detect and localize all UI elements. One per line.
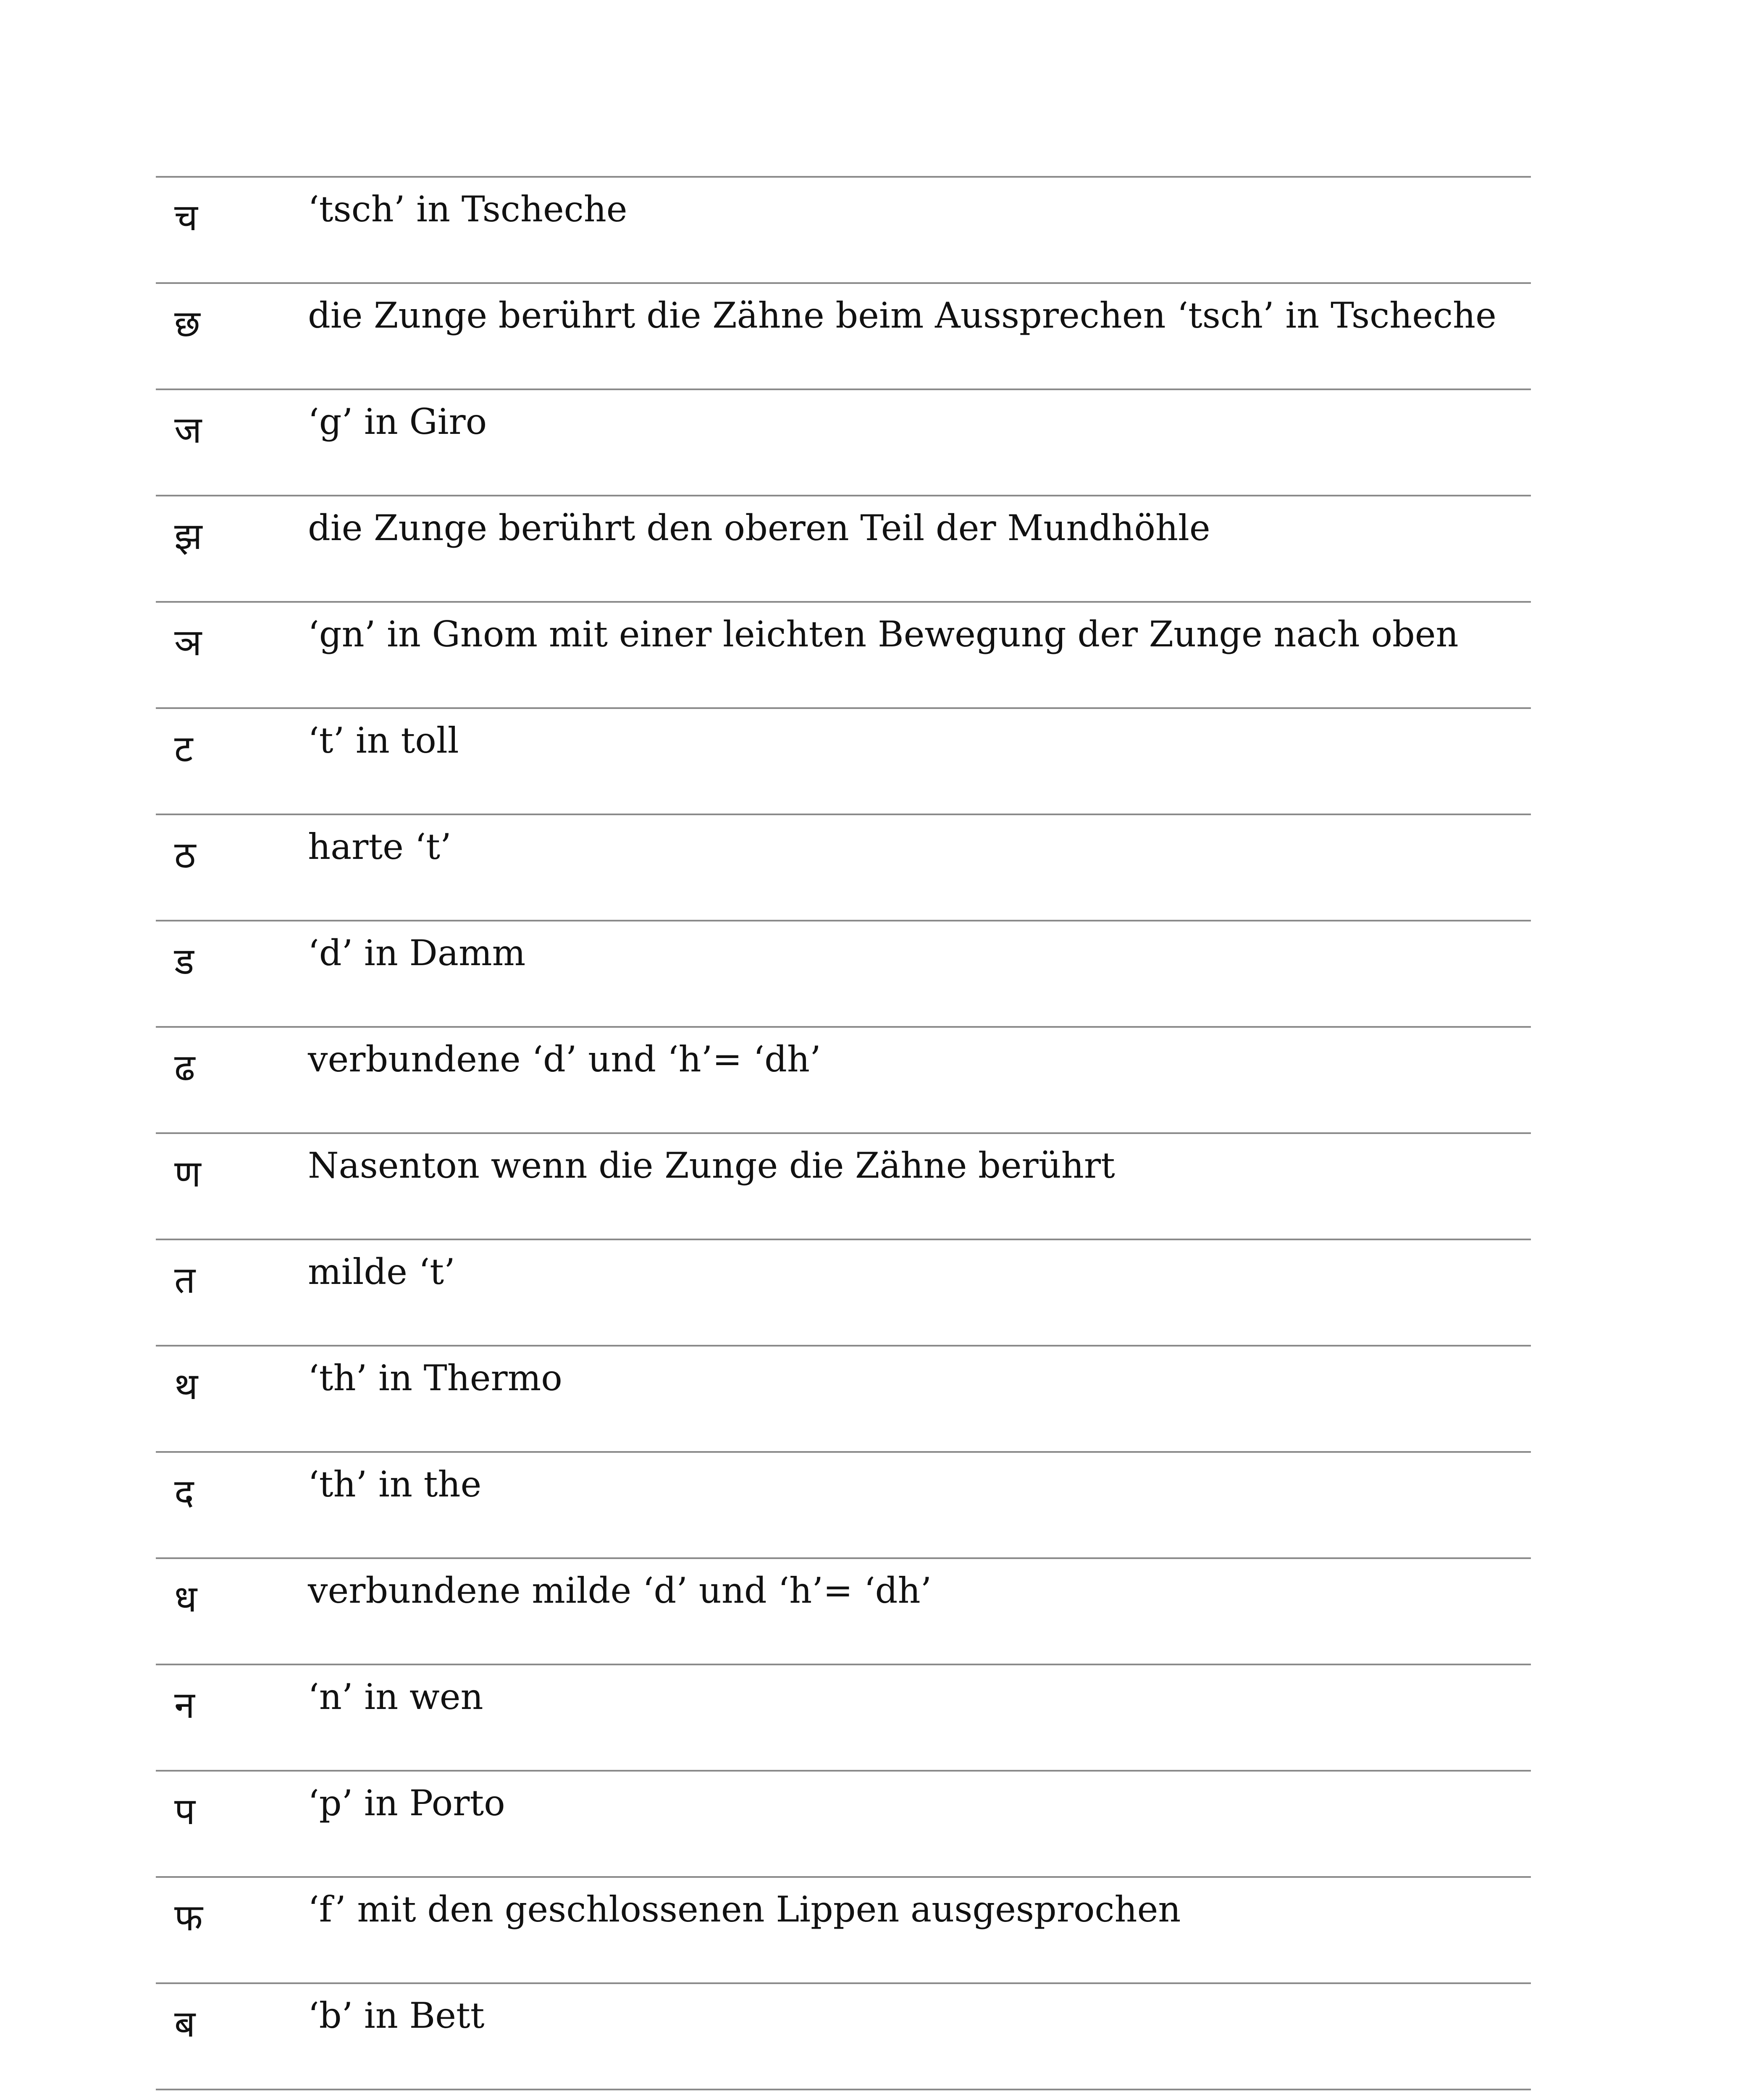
pronunciation-description: ‘n’ in wen <box>308 1676 483 1717</box>
pronunciation-description: ‘b’ in Bett <box>308 1995 485 2036</box>
devanagari-character: थ <box>174 1365 198 1408</box>
devanagari-character: च <box>174 196 198 239</box>
table-row <box>156 1665 1531 1772</box>
devanagari-character: झ <box>174 514 202 558</box>
table-row <box>156 1028 1531 1134</box>
pronunciation-table <box>156 176 1531 2100</box>
pronunciation-description: ‘t’ in toll <box>308 720 459 761</box>
pronunciation-description: die Zunge berührt die Zähne beim Aussprechen ‘tsch’ in Tscheche <box>308 295 1496 336</box>
table-row <box>156 390 1531 496</box>
table-row <box>156 1453 1531 1559</box>
table-row <box>156 1134 1531 1240</box>
devanagari-character: ण <box>174 1152 201 1195</box>
table-row <box>156 1347 1531 1453</box>
devanagari-character: प <box>174 1790 195 1833</box>
pronunciation-description: verbundene milde ‘d’ und ‘h’= ‘dh’ <box>308 1570 932 1611</box>
devanagari-character: ज <box>174 408 202 452</box>
devanagari-character: फ <box>174 1896 203 1939</box>
table-row <box>156 815 1531 921</box>
pronunciation-description: Nasenton wenn die Zunge die Zähne berührt <box>308 1145 1115 1186</box>
devanagari-character: द <box>174 1471 194 1514</box>
devanagari-character: त <box>174 1258 196 1302</box>
devanagari-character: ठ <box>174 833 196 877</box>
devanagari-character: छ <box>174 302 200 345</box>
pronunciation-description: ‘p’ in Porto <box>308 1782 505 1824</box>
table-row <box>156 1240 1531 1347</box>
table-row <box>156 1772 1531 1878</box>
devanagari-character: ध <box>174 1577 197 1620</box>
devanagari-character: ञ <box>174 621 202 664</box>
pronunciation-description: ‘f’ mit den geschlossenen Lippen ausgesprochen <box>308 1889 1181 1930</box>
pronunciation-description: ‘th’ in the <box>308 1464 482 1505</box>
pronunciation-description: ‘d’ in Damm <box>308 932 526 974</box>
pronunciation-description: milde ‘t’ <box>308 1251 455 1292</box>
devanagari-character: ट <box>174 727 193 770</box>
devanagari-character: ढ <box>174 1046 195 1089</box>
table-row <box>156 284 1531 390</box>
table-row <box>156 603 1531 709</box>
table-row <box>156 496 1531 603</box>
table-row <box>156 1984 1531 2090</box>
table-row <box>156 921 1531 1028</box>
pronunciation-description: ‘th’ in Thermo <box>308 1357 562 1399</box>
pronunciation-description: die Zunge berührt den oberen Teil der Mundhöhle <box>308 507 1210 549</box>
devanagari-character: न <box>174 1683 195 1727</box>
table-row <box>156 709 1531 815</box>
pronunciation-description: verbundene ‘d’ und ‘h’= ‘dh’ <box>308 1039 821 1080</box>
table-row <box>156 178 1531 284</box>
table-row <box>156 1559 1531 1665</box>
pronunciation-description: harte ‘t’ <box>308 826 452 867</box>
pronunciation-description: ‘g’ in Giro <box>308 401 487 442</box>
table-row <box>156 2090 1531 2100</box>
devanagari-character: ब <box>174 2002 196 2045</box>
pronunciation-description: ‘tsch’ in Tscheche <box>308 189 627 230</box>
table-row <box>156 1878 1531 1984</box>
devanagari-character: ड <box>174 940 194 983</box>
pronunciation-description: ‘gn’ in Gnom mit einer leichten Bewegung der Zunge nach oben <box>308 614 1459 655</box>
